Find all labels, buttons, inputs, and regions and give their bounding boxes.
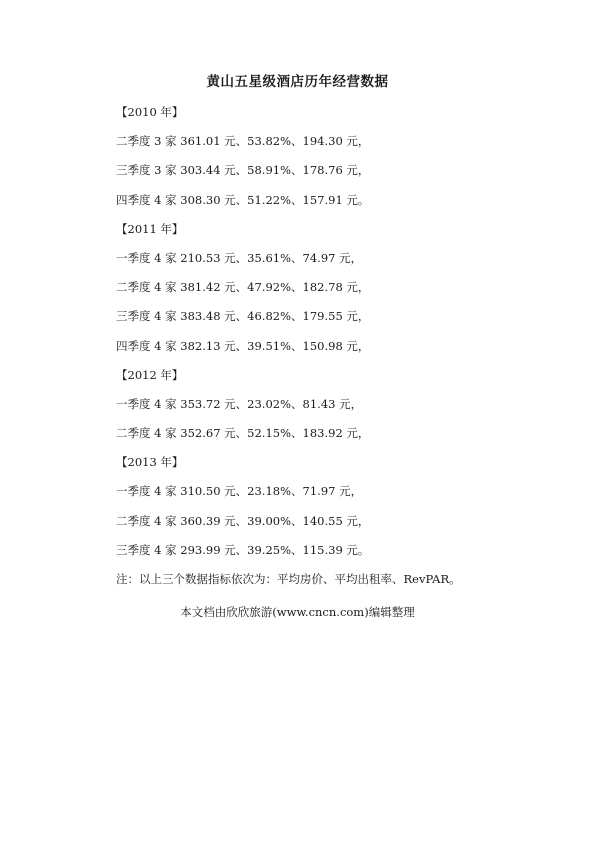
data-row: 二季度 4 家 360.39 元、39.00%、140.55 元，: [116, 513, 370, 528]
data-row: 一季度 4 家 310.50 元、23.18%、71.97 元，: [116, 484, 363, 499]
document-body: [116, 98, 556, 594]
data-row: 三季度 3 家 303.44 元、58.91%、178.76 元，: [116, 163, 370, 178]
year-header-2011: 【2011 年】: [116, 221, 184, 236]
data-row: 一季度 4 家 353.72 元、23.02%、81.43 元，: [116, 396, 363, 411]
note-text: 注：以上三个数据指标依次为：平均房价、平均出租率、RevPAR。: [116, 572, 461, 586]
data-row: 二季度 4 家 352.67 元、52.15%、183.92 元，: [116, 426, 370, 441]
data-row: 四季度 4 家 308.30 元、51.22%、157.91 元。: [116, 192, 370, 207]
year-header-2012: 【2012 年】: [116, 367, 184, 382]
data-row: 三季度 4 家 383.48 元、46.82%、179.55 元，: [116, 309, 370, 324]
data-row: 一季度 4 家 210.53 元、35.61%、74.97 元，: [116, 250, 363, 265]
document-title: 黄山五星级酒店历年经营数据: [206, 74, 389, 90]
year-header-2010: 【2010 年】: [116, 105, 184, 119]
footer-credit: 本文档由欣欣旅游(www.cncn.com)编辑整理: [180, 605, 415, 619]
data-row: 二季度 4 家 381.42 元、47.92%、182.78 元，: [116, 280, 370, 295]
data-row: 三季度 4 家 293.99 元、39.25%、115.39 元。: [116, 542, 370, 557]
data-row: 二季度 3 家 361.01 元、53.82%、194.30 元，: [116, 134, 370, 149]
year-header-2013: 【2013 年】: [116, 455, 184, 470]
data-row: 四季度 4 家 382.13 元、39.51%、150.98 元，: [116, 338, 370, 353]
